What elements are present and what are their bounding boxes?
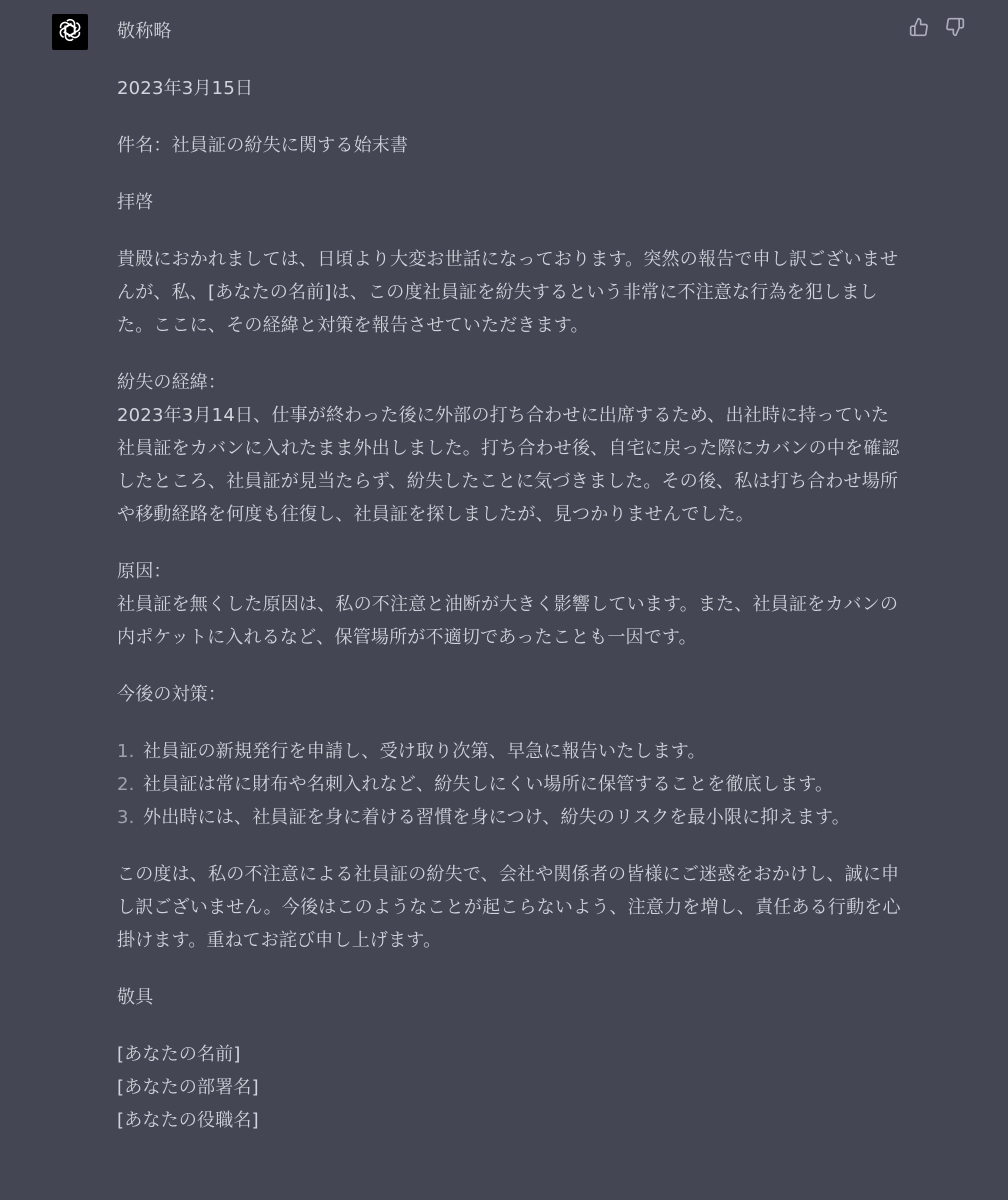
signature-block	[117, 1038, 907, 1137]
list-item-text: 外出時には、社員証を身に着ける習慣を身につけ、紛失のリスクを最小限に抑えます。	[143, 807, 850, 828]
assistant-avatar	[52, 14, 88, 50]
feedback-buttons	[908, 18, 966, 40]
list-item-number: 2.	[117, 774, 135, 795]
letter-closing: 敬具	[117, 987, 154, 1008]
letter-subject: 件名：社員証の紛失に関する始末書	[117, 135, 409, 156]
thumbs-up-button[interactable]	[908, 18, 930, 40]
letter-date: 2023年3月15日	[117, 78, 254, 99]
circumstances-heading: 紛失の経緯：	[117, 372, 227, 393]
circumstances-section	[117, 366, 907, 531]
openai-logo-icon	[57, 17, 83, 48]
thumbs-up-icon	[909, 17, 929, 42]
signature-title: [あなたの役職名]	[117, 1110, 259, 1131]
list-item-number: 3.	[117, 807, 135, 828]
assistant-message	[117, 15, 907, 1161]
thumbs-down-button[interactable]	[944, 18, 966, 40]
measures-heading: 今後の対策：	[117, 684, 227, 705]
list-item-number: 1.	[117, 741, 135, 762]
thumbs-down-icon	[945, 17, 965, 42]
measures-list	[117, 735, 907, 834]
list-item-text: 社員証の新規発行を申請し、受け取り次第、早急に報告いたします。	[143, 741, 706, 762]
list-item	[117, 768, 907, 801]
cause-heading: 原因：	[117, 561, 172, 582]
letter-opening: 拝啓	[117, 192, 154, 213]
letter-intro: 貴殿におかれましては、日頃より大変お世話になっております。突然の報告で申し訳ございませんが、私、[あなたの名前]は、この度社員証を紛失するという非常に不注意な行為を犯しました。ここに、その経緯と対策を報告させていただきます。	[117, 249, 899, 336]
greeting: 敬称略	[117, 21, 172, 42]
cause-body: 社員証を無くした原因は、私の不注意と油断が大きく影響しています。また、社員証をカバンの内ポケットに入れるなど、保管場所が不適切であったことも一因です。	[117, 594, 899, 648]
cause-section	[117, 555, 907, 654]
signature-department: [あなたの部署名]	[117, 1077, 259, 1098]
letter-apology: この度は、私の不注意による社員証の紛失で、会社や関係者の皆様にご迷惑をおかけし、誠に申し訳ございません。今後はこのようなことが起こらないよう、注意力を増し、責任ある行動を心掛けます。重ねてお詫び申し上げます。	[117, 864, 901, 951]
list-item	[117, 801, 907, 834]
signature-name: [あなたの名前]	[117, 1044, 241, 1065]
list-item	[117, 735, 907, 768]
circumstances-body: 2023年3月14日、仕事が終わった後に外部の打ち合わせに出席するため、出社時に持っていた社員証をカバンに入れたまま外出しました。打ち合わせ後、自宅に戻った際にカバンの中を確認したところ、社員証が見当たらず、紛失したことに気づきました。その後、私は打ち合わせ場所や移動経路を何度も往復し、社員証を探しましたが、見つかりませんでした。	[117, 405, 900, 525]
list-item-text: 社員証は常に財布や名刺入れなど、紛失しにくい場所に保管することを徹底します。	[143, 774, 834, 795]
